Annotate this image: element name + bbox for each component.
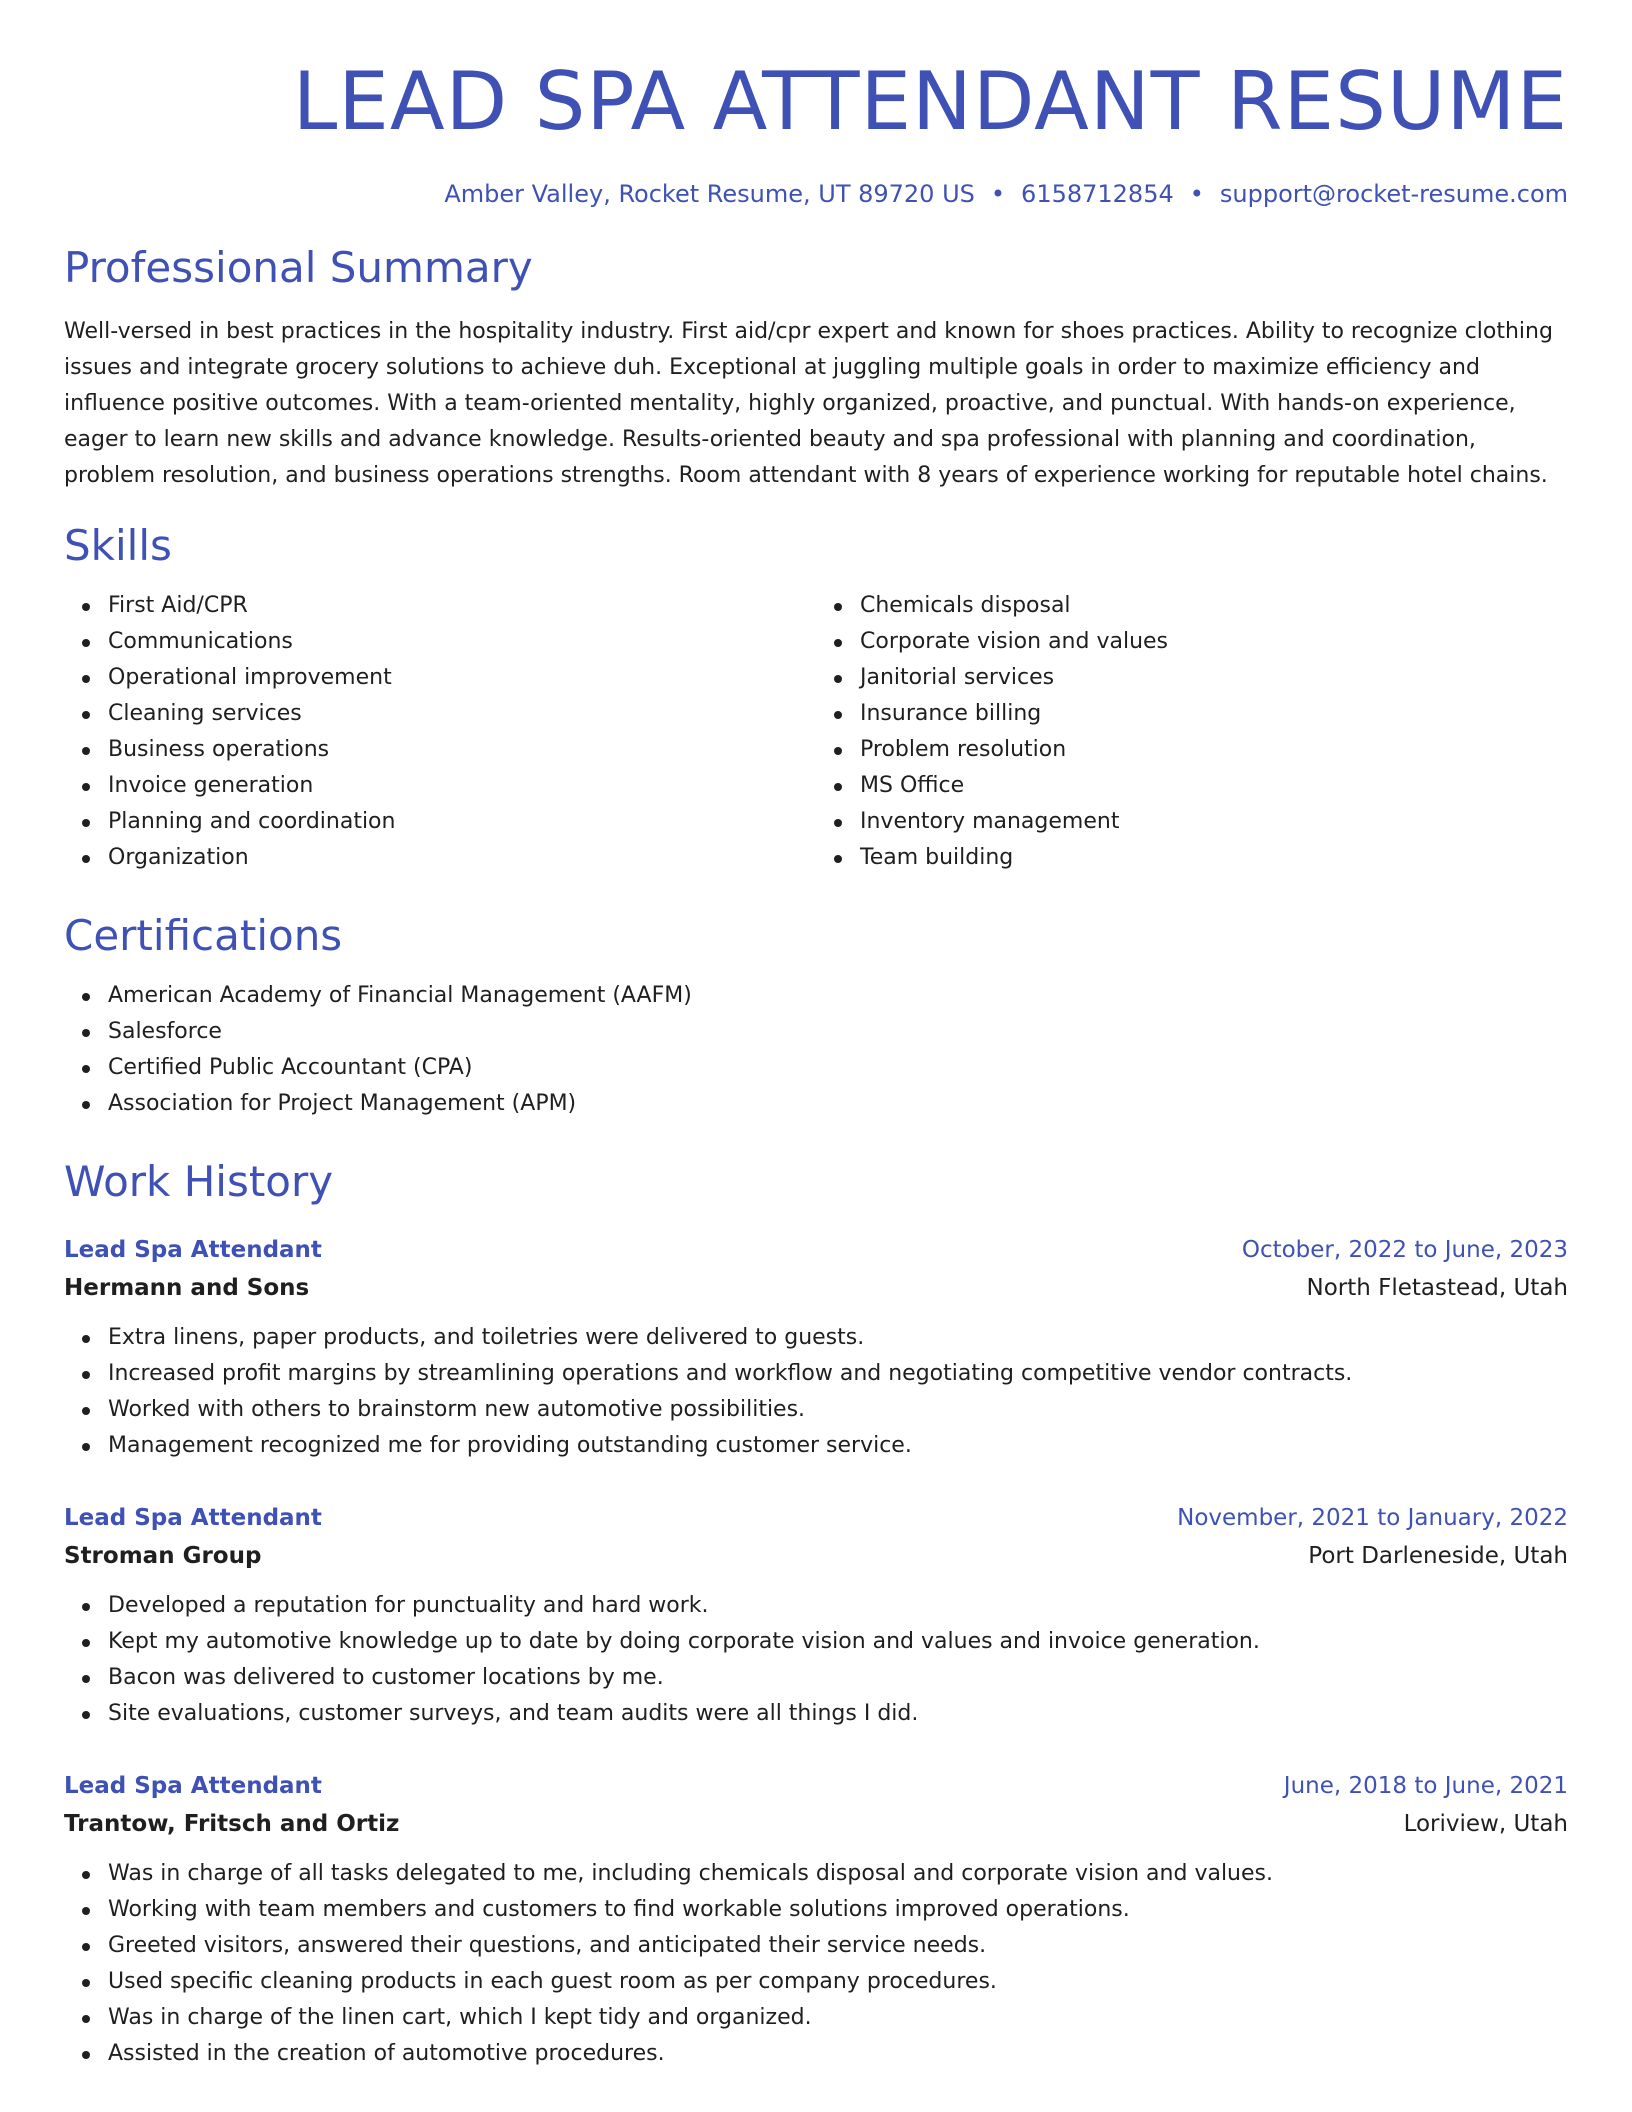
contact-separator: • xyxy=(990,180,1006,208)
skill-item: Planning and coordination xyxy=(108,804,816,840)
job-header-row xyxy=(64,1768,1568,1804)
skill-item: Problem resolution xyxy=(860,732,1568,768)
job-role: Lead Spa Attendant xyxy=(64,1773,322,1799)
job-bullet: Site evaluations, customer surveys, and team audits were all things I did. xyxy=(108,1696,1568,1732)
skill-item: Chemicals disposal xyxy=(860,588,1568,624)
job-bullets xyxy=(64,1588,1568,1732)
job-bullet: Greeted visitors, answered their questions, and anticipated their service needs. xyxy=(108,1928,1568,1964)
job-dates: June, 2018 to June, 2021 xyxy=(1283,1773,1568,1799)
skill-item: MS Office xyxy=(860,768,1568,804)
job-company-row xyxy=(64,1536,1568,1576)
job-dates: November, 2021 to January, 2022 xyxy=(1177,1505,1568,1531)
certification-item: American Academy of Financial Management (AAFM) xyxy=(108,978,1568,1014)
job-entry xyxy=(64,1232,1568,1464)
skills-list-right xyxy=(816,588,1568,876)
skill-item: Inventory management xyxy=(860,804,1568,840)
certification-item: Association for Project Management (APM) xyxy=(108,1086,1568,1122)
job-bullet: Increased profit margins by streamlining operations and workflow and negotiating competitive vendor contracts. xyxy=(108,1356,1568,1392)
skill-item: Team building xyxy=(860,840,1568,876)
job-role: Lead Spa Attendant xyxy=(64,1505,322,1531)
job-company-row xyxy=(64,1804,1568,1844)
contact-line xyxy=(64,178,1568,210)
job-role: Lead Spa Attendant xyxy=(64,1237,322,1263)
skill-item: Insurance billing xyxy=(860,696,1568,732)
job-company-row xyxy=(64,1268,1568,1308)
skills-grid xyxy=(64,588,1568,876)
job-bullet: Kept my automotive knowledge up to date by doing corporate vision and values and invoice generation. xyxy=(108,1624,1568,1660)
summary-text: Well-versed in best practices in the hospitality industry. First aid/cpr expert and known for shoes practices. Ability to recognize clothing issues and integrate grocery solutions to achieve duh. Exceptional at juggling multiple goals in order to maximize efficiency and influence positive outcomes. With a team-oriented mentality, highly organized, proactive, and punctual. With hands-on experience, eager to learn new skills and advance knowledge. Results-oriented beauty and spa professional with planning and coordination, problem resolution, and business operations strengths. Room attendant with 8 years of experience working for reputable hotel chains. xyxy=(64,319,1553,488)
job-company: Trantow, Fritsch and Ortiz xyxy=(64,1811,400,1837)
contact-phone: 6158712854 xyxy=(1021,180,1174,208)
skill-item: Organization xyxy=(108,840,816,876)
job-header-row xyxy=(64,1232,1568,1268)
resume-title: LEAD SPA ATTENDANT RESUME xyxy=(292,55,1568,148)
skill-item: Business operations xyxy=(108,732,816,768)
job-bullet: Assisted in the creation of automotive procedures. xyxy=(108,2036,1568,2072)
job-entry xyxy=(64,1768,1568,2072)
job-bullet: Used specific cleaning products in each guest room as per company procedures. xyxy=(108,1964,1568,2000)
job-dates: October, 2022 to June, 2023 xyxy=(1241,1237,1568,1263)
job-company: Hermann and Sons xyxy=(64,1275,310,1301)
job-bullet: Working with team members and customers to find workable solutions improved operations. xyxy=(108,1892,1568,1928)
skill-item: Corporate vision and values xyxy=(860,624,1568,660)
job-location: Loriview, Utah xyxy=(1403,1811,1568,1837)
certifications-heading: Certifications xyxy=(64,911,343,960)
job-location: Port Darleneside, Utah xyxy=(1308,1543,1568,1569)
job-bullets xyxy=(64,1856,1568,2072)
contact-separator: • xyxy=(1189,180,1204,208)
certification-item: Certified Public Accountant (CPA) xyxy=(108,1050,1568,1086)
job-header-row xyxy=(64,1500,1568,1536)
skill-item: First Aid/CPR xyxy=(108,588,816,624)
job-entry xyxy=(64,1500,1568,1732)
job-bullet: Was in charge of all tasks delegated to me, including chemicals disposal and corporate vision and values. xyxy=(108,1856,1568,1892)
skills-heading: Skills xyxy=(64,521,172,570)
job-bullet: Worked with others to brainstorm new automotive possibilities. xyxy=(108,1392,1568,1428)
skills-list-left xyxy=(64,588,816,876)
skill-item: Communications xyxy=(108,624,816,660)
job-bullet: Extra linens, paper products, and toiletries were delivered to guests. xyxy=(108,1320,1568,1356)
skill-item: Operational improvement xyxy=(108,660,816,696)
job-bullet: Management recognized me for providing outstanding customer service. xyxy=(108,1428,1568,1464)
resume-page xyxy=(64,0,1568,2072)
job-bullet: Was in charge of the linen cart, which I kept tidy and organized. xyxy=(108,2000,1568,2036)
job-bullet: Bacon was delivered to customer locations by me. xyxy=(108,1660,1568,1696)
job-company: Stroman Group xyxy=(64,1543,262,1569)
skill-item: Janitorial services xyxy=(860,660,1568,696)
work-history-heading: Work History xyxy=(64,1157,334,1206)
skill-item: Cleaning services xyxy=(108,696,816,732)
summary-heading: Professional Summary xyxy=(64,243,533,292)
contact-address: Amber Valley, Rocket Resume, UT 89720 US xyxy=(444,180,975,208)
contact-email[interactable]: support@rocket-resume.com xyxy=(1219,180,1568,208)
skill-item: Invoice generation xyxy=(108,768,816,804)
job-location: North Fletastead, Utah xyxy=(1306,1275,1568,1301)
certification-item: Salesforce xyxy=(108,1014,1568,1050)
job-bullets xyxy=(64,1320,1568,1464)
certifications-list xyxy=(64,978,1568,1122)
job-bullet: Developed a reputation for punctuality and hard work. xyxy=(108,1588,1568,1624)
